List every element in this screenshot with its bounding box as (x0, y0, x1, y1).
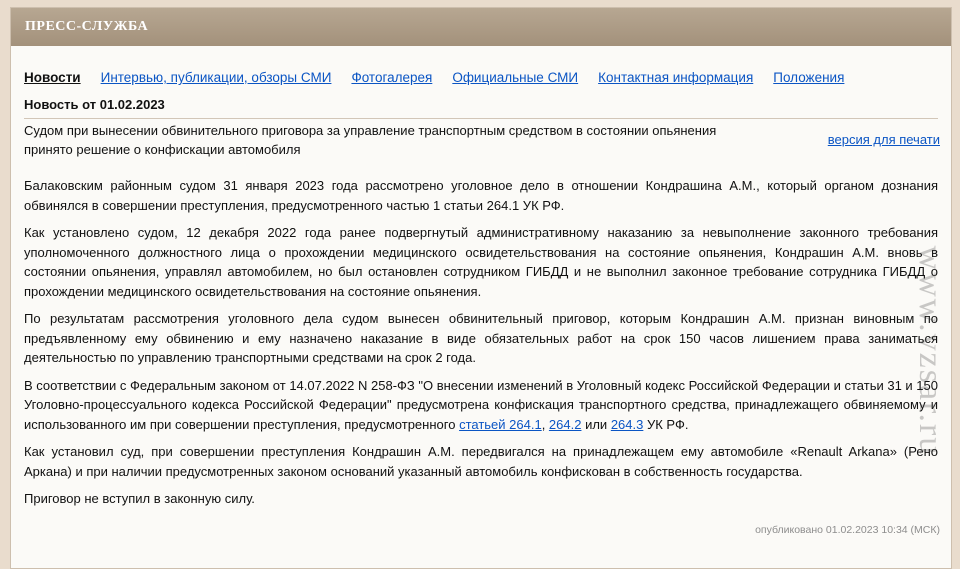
paragraph-4 (24, 376, 938, 435)
tab-interviews[interactable]: Интервью, публикации, обзоры СМИ (100, 70, 332, 85)
section-title: ПРЕСС-СЛУЖБА (25, 19, 149, 34)
watermark-text: www.vzsar.ru (912, 245, 949, 457)
tab-official-media[interactable]: Официальные СМИ (452, 70, 579, 85)
paragraph-4-text: В соответствии с Федеральным законом от 14.07.2022 N 258-ФЗ "О внесении изменений в Уголовный кодекс Российской Федерации и статьи 31 и 150 Уголовно-процессуального кодекса Российской Федерации" предусмотрена конфискация транспортного средства, принадлежащего обвиняемому и использованного им при совершении преступления, предусмотренного (24, 377, 938, 432)
page-frame (10, 7, 952, 569)
link-article-264-1[interactable]: статьей 264.1 (459, 416, 542, 432)
print-version-link[interactable]: версия для печати (827, 132, 940, 147)
paragraph-3: По результатам рассмотрения уголовного дела судом вынесен обвинительный приговор, которым Кондрашин А.М. признан виновным по предъявленному ему обвинению и ему назначено наказание в виде обязательных работ на срок 150 часов лишением права заниматься деятельностью по управлению транспортными средствами на срок 2 года. (24, 311, 938, 365)
paragraph-2: Как установлено судом, 12 декабря 2022 года ранее подвергнутый административному наказанию за невыполнение законного требования уполномоченного должностного лица о прохождении медицинского освидетельствования на состояние опьянения, Кондрашин А.М. вновь в состоянии опьянения, управлял автомобилем, но был остановлен сотрудником ГИБДД и не выполнил законное требование сотрудника ГИБДД о прохождении медицинского освидетельствования на состояние опьянения. (24, 225, 938, 299)
article-body (24, 176, 938, 517)
paragraph-5: Как установил суд, при совершении преступления Кондрашин А.М. передвигался на принадлежащем ему автомобиле «Renault Arkana» (Рено Аркана) и при наличии предусмотренных законом оснований указанный автомобиль конфискован в собственность государства. (24, 444, 938, 479)
tab-photo-gallery[interactable]: Фотогалерея (351, 70, 433, 85)
divider (24, 118, 938, 119)
tab-contacts[interactable]: Контактная информация (598, 70, 754, 85)
separator-comma: , (541, 416, 549, 432)
link-article-264-2[interactable]: 264.2 (548, 416, 582, 432)
paragraph-4-end: УК РФ. (643, 416, 689, 432)
paragraph-1: Балаковским районным судом 31 января 2023 года рассмотрено уголовное дело в отношении Кондрашина А.М., который органом дознания обвинялся в совершении преступления, предусмотренного частью 1 статьи 264.1 УК РФ. (24, 178, 938, 213)
tab-nav (24, 70, 864, 85)
headline-line-2: принято решение о конфискации автомобиля (24, 142, 301, 157)
paragraph-6: Приговор не вступил в законную силу. (24, 491, 255, 506)
link-article-264-3[interactable]: 264.3 (610, 416, 644, 432)
tab-regulations[interactable]: Положения (773, 70, 845, 85)
tab-news[interactable]: Новости (24, 70, 81, 85)
headline-line-1: Судом при вынесении обвинительного приговора за управление транспортным средством в состоянии опьянения (24, 123, 717, 138)
news-headline (24, 121, 744, 159)
published-timestamp: опубликовано 01.02.2023 10:34 (МСК) (755, 524, 940, 536)
news-date-title: Новость от 01.02.2023 (24, 97, 165, 112)
section-header (11, 8, 951, 46)
separator-or: или (581, 416, 611, 432)
